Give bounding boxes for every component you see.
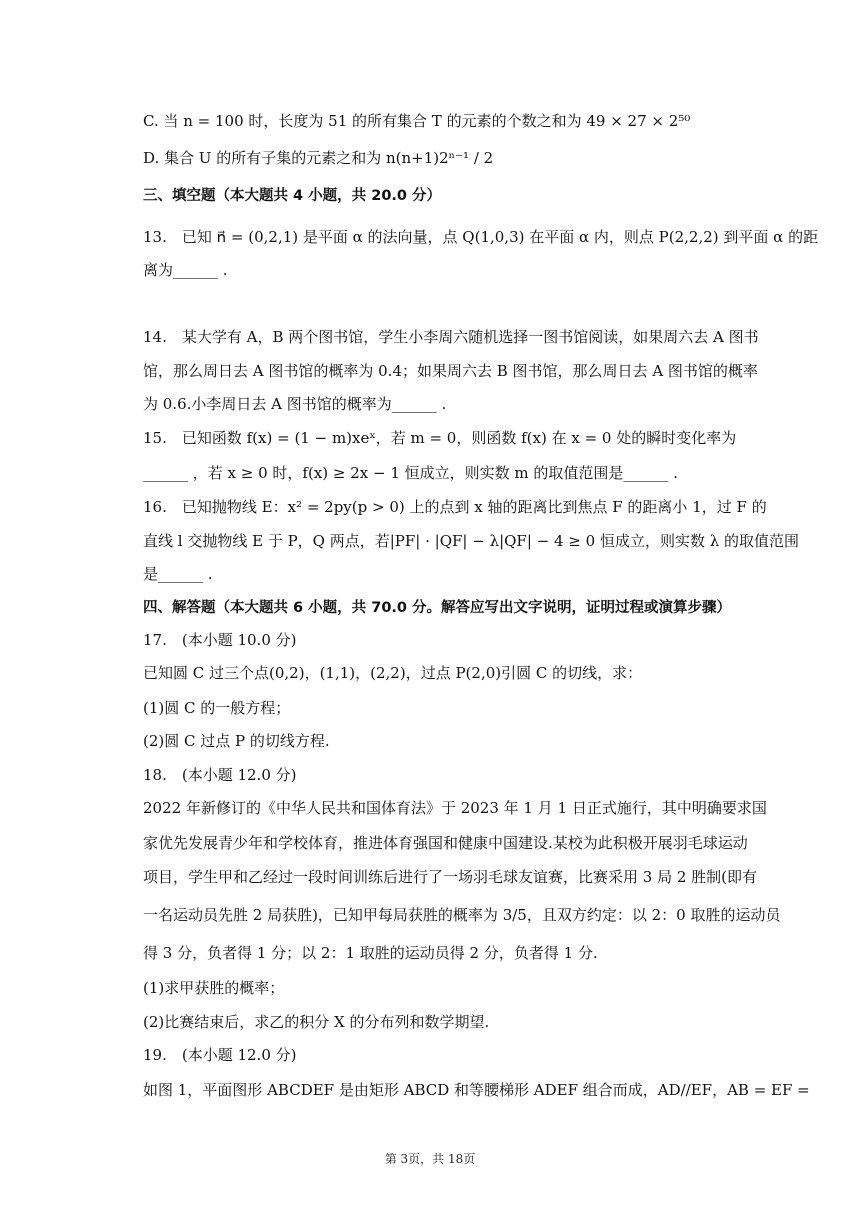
option-c: C. 当 n = 100 时，长度为 51 的所有集合 T 的元素的个数之和为 49 × 27 × 2⁵⁰ (143, 112, 691, 130)
question-18-line-2: 家优先发展青少年和学校体育，推进体育强国和健康中国建设.某校为此积极开展羽毛球运动 (143, 834, 748, 852)
question-14-line-2: 馆，那么周日去 A 图书馆的概率为 0.4；如果周六去 B 图书馆，那么周日去 A 图书馆的概率 (143, 362, 758, 380)
question-17-part-1: (1)圆 C 的一般方程； (143, 699, 291, 717)
question-19-header: 19. (本小题 12.0 分) (143, 1046, 297, 1064)
option-d: D. 集合 U 的所有子集的元素之和为 n(n+1)2ⁿ⁻¹ / 2 (143, 149, 494, 167)
question-16-line-2: 直线 l 交抛物线 E 于 P，Q 两点，若|PF| · |QF| − λ|QF| − 4 ≥ 0 恒成立，则实数 λ 的取值范围 (143, 532, 800, 550)
question-18-header: 18. (本小题 12.0 分) (143, 766, 297, 784)
question-16-line-1: 16. 已知抛物线 E：x² = 2py(p > 0) 上的点到 x 轴的距离比到焦点 F 的距离小 1，过 F 的 (143, 498, 767, 516)
page-footer: 第 3页，共 18页 (384, 1152, 476, 1166)
question-14-line-3: 为 0.6.小李周日去 A 图书馆的概率为______ . (143, 395, 447, 413)
question-13-line-2: 离为______ . (143, 261, 228, 279)
question-18-line-4: 一名运动员先胜 2 局获胜)，已知甲每局获胜的概率为 3/5，且双方约定：以 2：0 取胜的运动员 (143, 906, 781, 924)
question-19-line-1: 如图 1，平面图形 ABCDEF 是由矩形 ABCD 和等腰梯形 ADEF 组合而成，AD//EF，AB = EF = (143, 1081, 810, 1099)
question-15-line-2: ______ ，若 x ≥ 0 时，f(x) ≥ 2x − 1 恒成立，则实数 m 的取值范围是______ . (143, 464, 678, 482)
question-17-line-1: 已知圆 C 过三个点(0,2)，(1,1)，(2,2)，过点 P(2,0)引圆 C 的切线，求： (143, 664, 643, 682)
question-17-header: 17. (本小题 10.0 分) (143, 631, 297, 649)
question-17-part-2: (2)圆 C 过点 P 的切线方程. (143, 732, 330, 750)
question-14-line-1: 14. 某大学有 A，B 两个图书馆，学生小李周六随机选择一图书馆阅读，如果周六去 A 图书 (143, 328, 759, 346)
section-heading-fill-in: 三、填空题（本大题共 4 小题，共 20.0 分） (143, 188, 442, 204)
question-18-line-1: 2022 年新修订的《中华人民共和国体育法》于 2023 年 1 月 1 日正式施行，其中明确要求国 (143, 799, 767, 817)
question-15-line-1: 15. 已知函数 f(x) = (1 − m)xeˣ，若 m = 0，则函数 f(x) 在 x = 0 处的瞬时变化率为 (143, 429, 737, 447)
section-heading-answers: 四、解答题（本大题共 6 小题，共 70.0 分。解答应写出文字说明，证明过程或演算步骤） (143, 600, 732, 616)
question-18-part-1: (1)求甲获胜的概率； (143, 979, 285, 997)
question-18-line-5: 得 3 分，负者得 1 分；以 2：1 取胜的运动员得 2 分，负者得 1 分. (143, 944, 598, 962)
question-18-part-2: (2)比赛结束后，求乙的积分 X 的分布列和数学期望. (143, 1013, 490, 1031)
question-16-line-3: 是______ . (143, 565, 213, 583)
question-18-line-3: 项目，学生甲和乙经过一段时间训练后进行了一场羽毛球友谊赛，比赛采用 3 局 2 胜制(即有 (143, 868, 758, 886)
question-13-line-1: 13. 已知 n⃗ = (0,2,1) 是平面 α 的法向量，点 Q(1,0,3) 在平面 α 内，则点 P(2,2,2) 到平面 α 的距 (143, 228, 819, 246)
